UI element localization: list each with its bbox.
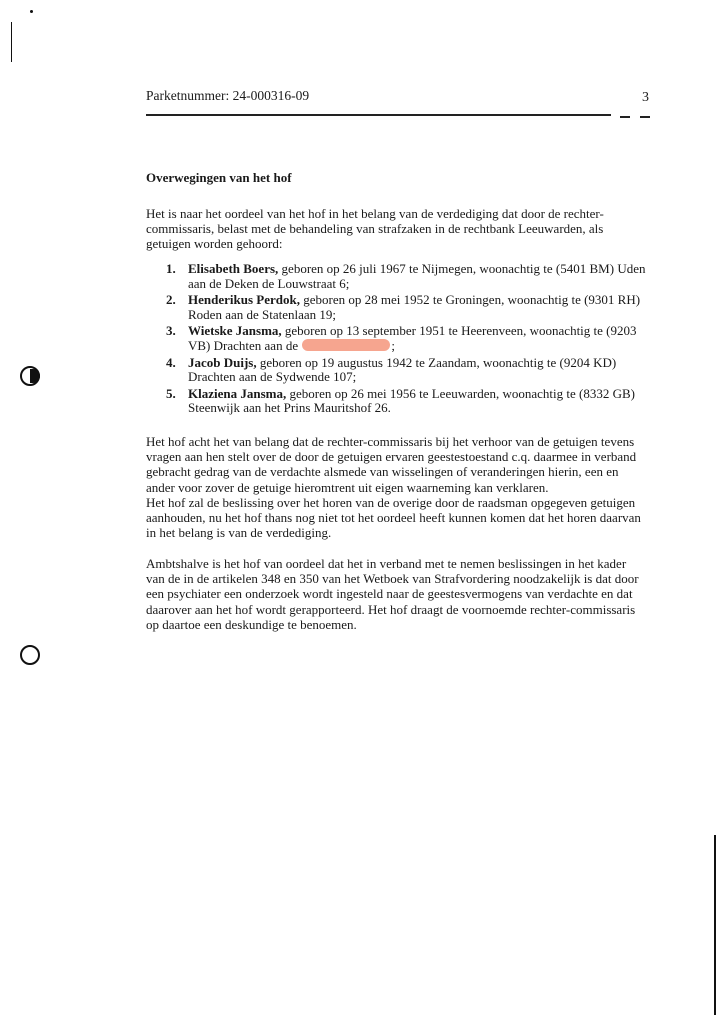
list-number: 5. — [166, 385, 176, 401]
psychiatrist-paragraph — [146, 556, 646, 632]
page-number: 3 — [642, 90, 649, 105]
witness-name: Wietske Jansma, — [188, 323, 282, 339]
list-text — [188, 356, 646, 385]
list-text — [188, 324, 646, 353]
list-item — [166, 324, 646, 353]
scan-edge-line — [714, 835, 716, 1015]
witness-name: Klaziena Jansma, — [188, 385, 287, 401]
witness-name: Elisabeth Boers, — [188, 261, 279, 276]
header-rule-dash-2 — [640, 116, 650, 118]
witness-name: Jacob Duijs, — [188, 354, 257, 370]
witness-details-end: ; — [391, 337, 395, 353]
list-item — [166, 262, 646, 291]
header-rule-dash-1 — [620, 116, 630, 118]
list-number: 3. — [166, 323, 176, 339]
section-title: Overwegingen van het hof — [146, 170, 292, 185]
list-number: 2. — [166, 292, 176, 308]
punch-hole-bottom — [20, 645, 40, 665]
witness-name: Henderikus Perdok, — [188, 292, 300, 308]
paragraph-text: Het hof acht het van belang dat de rechter-commissaris bij het verhoor van de getuigen tevens vragen aan hen stelt over de door de getuigen ervaren geestestoestand c.q. daarmee in verband gebracht gedrag van de verdachte alsmede van wisselingen of veranderingen hierin, een en ander voor zover de getuige hieromtrent uit eigen waarneming kan verklaren. — [146, 434, 637, 495]
redaction-mark — [302, 339, 390, 351]
case-number: Parketnummer: 24-000316-09 — [146, 88, 310, 103]
list-text — [188, 262, 646, 291]
list-number: 4. — [166, 354, 176, 370]
scan-speck — [30, 10, 33, 13]
list-item — [166, 387, 646, 416]
list-text — [188, 293, 646, 322]
intro-paragraph — [146, 206, 646, 252]
list-number: 1. — [166, 261, 176, 276]
paragraph-text: Het hof zal de beslissing over het horen van de overige door de raadsman opgegeven getuigen aanhouden, nu het hof thans nog niet tot het oordeel heeft kunnen komen dat het horen daarvan in het belang is van de verdediging. — [146, 494, 641, 541]
list-item — [166, 293, 646, 322]
paragraph-text: Ambtshalve is het hof van oordeel dat het in verband met te nemen beslissingen in het kader van de in de artikelen 348 en 350 van het Wetboek van Strafvordering noodzakelijk is dat door een psychiater een onderzoek wordt ingesteld naar de geestesvermogens van verdachte en dat daarover aan het hof wordt gerapporteerd. Het hof draagt de voornoemde rechter-commissaris op daartoe een deskundige te benoemen. — [146, 556, 639, 632]
witness-list — [166, 262, 646, 418]
witness-details: geboren op 26 juli 1967 te Nijmegen, woonachtig te (5401 BM) Uden aan de Deken de Louwstraat 6; — [188, 261, 646, 291]
witness-details: geboren op 26 mei 1956 te Leeuwarden, woonachtig te (8332 GB) Steenwijk aan het Prins Mauritshof 26. — [188, 385, 635, 416]
witness-details: geboren op 19 augustus 1942 te Zaandam, woonachtig te (9204 KD) Drachten aan de Sydwende 107; — [188, 354, 617, 385]
witness-details: geboren op 28 mei 1952 te Groningen, woonachtig te (9301 RH) Roden aan de Statenlaan 19; — [188, 292, 641, 322]
intro-text: Het is naar het oordeel van het hof in het belang van de verdediging dat door de rechter-commissaris, belast met de behandeling van strafzaken in de rechtbank Leeuwarden, als getuigen worden gehoord: — [146, 206, 604, 252]
list-item — [166, 356, 646, 385]
header-rule — [146, 114, 611, 116]
witness-details: geboren op 13 september 1951 te Heerenveen, woonachtig te (9203 VB) Drachten aan de — [188, 323, 637, 353]
witness-questions-paragraph — [146, 434, 646, 540]
scan-edge-mark — [11, 22, 12, 62]
list-text — [188, 387, 646, 416]
